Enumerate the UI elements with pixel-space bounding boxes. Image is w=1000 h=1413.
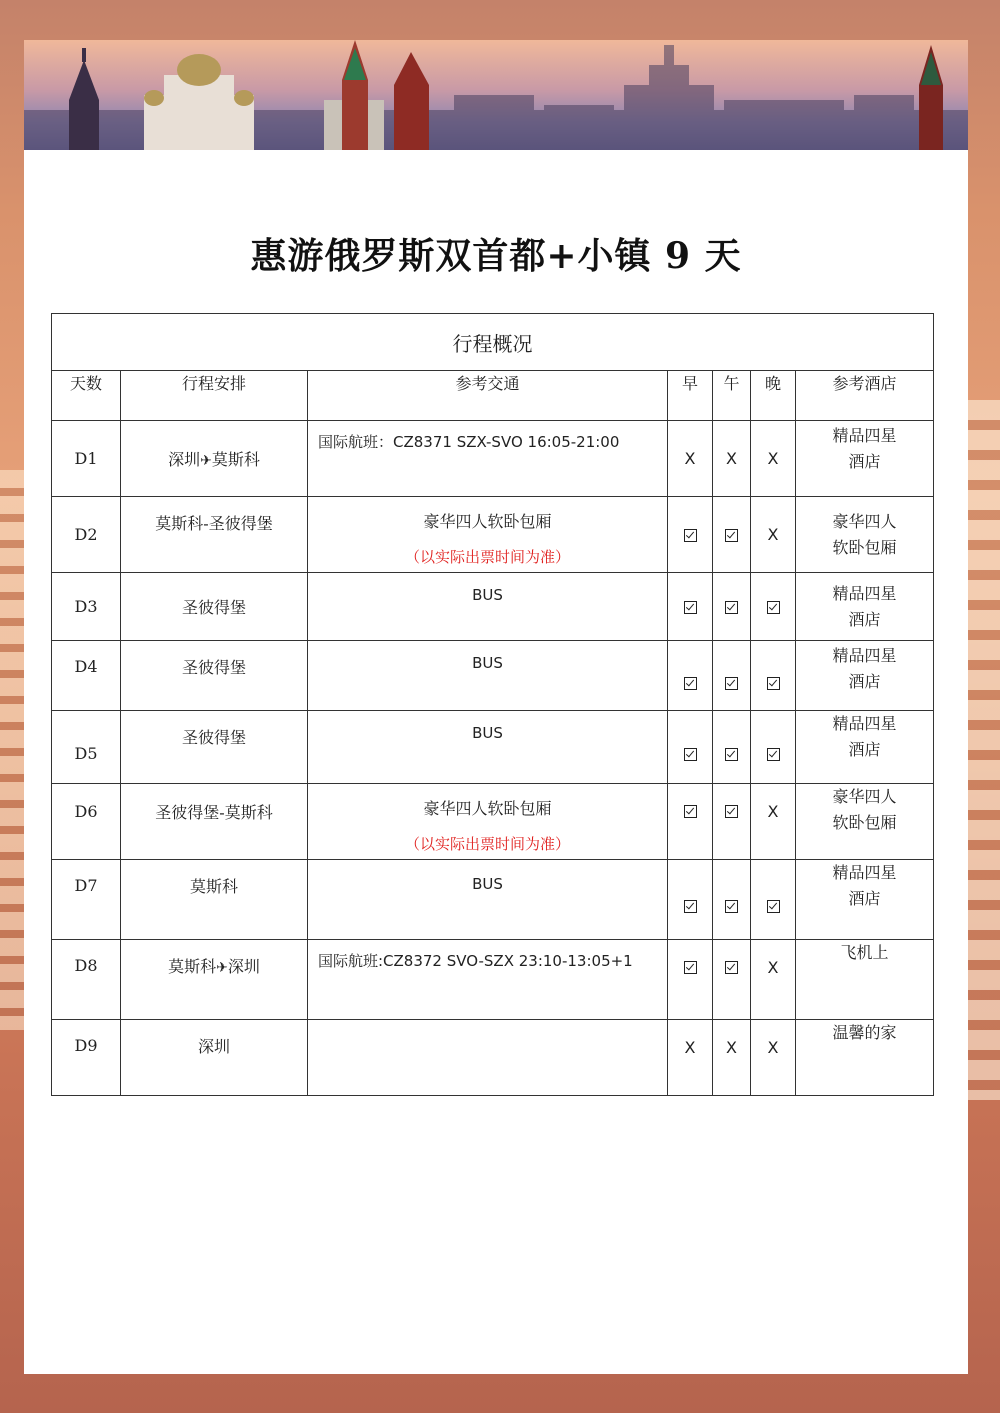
hotel-cell [796, 641, 934, 711]
checkbox-icon [767, 900, 780, 913]
no-meal-icon: X [684, 1038, 696, 1057]
dinner-cell [751, 860, 796, 940]
transport-text: 国际航班：CZ8371 SZX-SVO 16:05-21:00 [318, 433, 620, 451]
table-row [52, 711, 934, 784]
table-row [52, 573, 934, 641]
transport-cell [308, 784, 668, 860]
day-cell: D6 [52, 784, 121, 860]
page-title: 惠游俄罗斯双首都+小镇 9 天 [250, 235, 742, 277]
breakfast-cell [668, 421, 713, 497]
transport-cell [308, 711, 668, 784]
transport-cell [308, 573, 668, 641]
day-cell: D3 [52, 573, 121, 641]
airplane-icon: ✈ [216, 960, 228, 976]
lunch-cell [713, 641, 751, 711]
header-day: 天数 [52, 371, 121, 421]
checkbox-icon [725, 601, 738, 614]
hotel-line-1: 精品四星 [832, 646, 897, 665]
no-meal-icon: X [726, 1038, 737, 1057]
transport-cell [308, 497, 668, 573]
breakfast-cell [668, 940, 713, 1020]
dinner-cell [751, 573, 796, 641]
checkbox-icon [767, 677, 780, 690]
itinerary-table [51, 313, 934, 1096]
header-dinner: 晚 [751, 371, 796, 421]
hotel-line-1: 豪华四人 [832, 787, 897, 806]
skyline-illustration [24, 40, 968, 150]
dinner-cell [751, 784, 796, 860]
transport-text: BUS [472, 875, 503, 893]
breakfast-cell [668, 784, 713, 860]
dinner-cell [751, 421, 796, 497]
transport-cell [308, 421, 668, 497]
transport-cell [308, 641, 668, 711]
table-caption: 行程概况 [52, 314, 934, 371]
hotel-cell [796, 711, 934, 784]
hotel-cell [796, 573, 934, 641]
checkbox-icon [725, 529, 738, 542]
route-cell [121, 421, 308, 497]
checkbox-icon [725, 900, 738, 913]
hotel-line-2: 酒店 [848, 889, 881, 908]
checkbox-icon [684, 601, 697, 614]
checkbox-icon [767, 748, 780, 761]
route-cell: 圣彼得堡 [121, 641, 308, 711]
checkbox-icon [725, 805, 738, 818]
day-cell: D9 [52, 1020, 121, 1096]
header-route: 行程安排 [121, 371, 308, 421]
no-meal-icon: X [726, 449, 737, 468]
route-from: 莫斯科 [168, 957, 217, 976]
hotel-line-2: 软卧包厢 [832, 537, 897, 557]
route-to: 深圳 [227, 957, 260, 976]
table-row [52, 421, 934, 497]
hotel-line-1: 精品四星 [832, 863, 897, 882]
route-cell: 深圳 [121, 1020, 308, 1096]
route-cell: 圣彼得堡 [121, 711, 308, 784]
checkbox-icon [725, 748, 738, 761]
hotel-cell [796, 421, 934, 497]
checkbox-icon [767, 601, 780, 614]
lunch-cell [713, 860, 751, 940]
day-cell: D5 [52, 711, 121, 784]
no-meal-icon: X [767, 525, 779, 544]
hotel-cell [796, 784, 934, 860]
checkbox-icon [725, 961, 738, 974]
hotel-line-2: 酒店 [848, 452, 881, 471]
background-building-left [0, 470, 24, 1030]
transport-text: BUS [472, 724, 503, 742]
dinner-cell [751, 641, 796, 711]
breakfast-cell [668, 497, 713, 573]
transport-cell [308, 860, 668, 940]
hotel-cell [796, 940, 934, 1020]
header-transport: 参考交通 [308, 371, 668, 421]
ticket-time-note: （以实际出票时间为准） [404, 835, 570, 853]
transport-text: BUS [472, 654, 503, 672]
header-lunch: 午 [713, 371, 751, 421]
lunch-cell [713, 573, 751, 641]
hotel-line-1: 豪华四人 [832, 511, 897, 531]
route-from: 深圳 [168, 450, 201, 469]
hotel-line-1: 飞机上 [840, 943, 889, 962]
hotel-line-2: 酒店 [848, 609, 881, 629]
dinner-cell [751, 940, 796, 1020]
route-cell: 莫斯科 [121, 860, 308, 940]
day-cell: D4 [52, 641, 121, 711]
no-meal-icon: X [767, 449, 779, 468]
route-cell: 圣彼得堡-莫斯科 [121, 784, 308, 860]
day-cell: D8 [52, 940, 121, 1020]
moscow-skyline-banner [24, 40, 968, 150]
table-row [52, 497, 934, 573]
no-meal-icon: X [767, 958, 779, 977]
dinner-cell [751, 497, 796, 573]
day-cell: D1 [52, 421, 121, 497]
checkbox-icon [725, 677, 738, 690]
hotel-line-1: 温馨的家 [832, 1023, 897, 1042]
header-breakfast: 早 [668, 371, 713, 421]
no-meal-icon: X [767, 1038, 779, 1057]
breakfast-cell [668, 573, 713, 641]
table-row [52, 641, 934, 711]
transport-text: 豪华四人软卧包厢 [423, 799, 552, 818]
checkbox-icon [684, 805, 697, 818]
checkbox-icon [684, 529, 697, 542]
table-header-row [52, 371, 934, 421]
hotel-line-2: 酒店 [848, 672, 881, 691]
transport-text: BUS [472, 586, 503, 604]
airplane-icon: ✈ [200, 453, 212, 469]
hotel-line-1: 精品四星 [832, 714, 897, 733]
lunch-cell [713, 711, 751, 784]
breakfast-cell [668, 860, 713, 940]
day-cell: D7 [52, 860, 121, 940]
document-page [24, 40, 968, 1374]
transport-cell [308, 1020, 668, 1096]
lunch-cell [713, 497, 751, 573]
checkbox-icon [684, 961, 697, 974]
hotel-cell [796, 1020, 934, 1096]
dinner-cell [751, 711, 796, 784]
lunch-cell [713, 1020, 751, 1096]
lunch-cell [713, 940, 751, 1020]
lunch-cell [713, 421, 751, 497]
no-meal-icon: X [767, 802, 779, 821]
header-hotel: 参考酒店 [796, 371, 934, 421]
day-cell: D2 [52, 497, 121, 573]
checkbox-icon [684, 748, 697, 761]
table-row [52, 860, 934, 940]
breakfast-cell [668, 711, 713, 784]
hotel-cell [796, 860, 934, 940]
route-cell: 圣彼得堡 [121, 573, 308, 641]
hotel-line-1: 精品四星 [832, 583, 897, 603]
table-row [52, 1020, 934, 1096]
no-meal-icon: X [684, 449, 696, 468]
hotel-line-1: 精品四星 [832, 426, 897, 445]
transport-text: 国际航班:CZ8372 SVO-SZX 23:10-13:05+1 [318, 952, 633, 970]
breakfast-cell [668, 641, 713, 711]
table-row [52, 784, 934, 860]
transport-cell [308, 940, 668, 1020]
hotel-line-2: 酒店 [848, 740, 881, 759]
lunch-cell [713, 784, 751, 860]
breakfast-cell [668, 1020, 713, 1096]
background-building-right [968, 400, 1000, 1100]
route-cell [121, 940, 308, 1020]
route-cell: 莫斯科-圣彼得堡 [121, 497, 308, 573]
ticket-time-note: （以实际出票时间为准） [404, 548, 570, 566]
checkbox-icon [684, 677, 697, 690]
route-to: 莫斯科 [211, 450, 260, 469]
table-row [52, 940, 934, 1020]
dinner-cell [751, 1020, 796, 1096]
hotel-line-2: 软卧包厢 [832, 813, 897, 832]
transport-text: 豪华四人软卧包厢 [423, 512, 552, 531]
hotel-cell [796, 497, 934, 573]
checkbox-icon [684, 900, 697, 913]
